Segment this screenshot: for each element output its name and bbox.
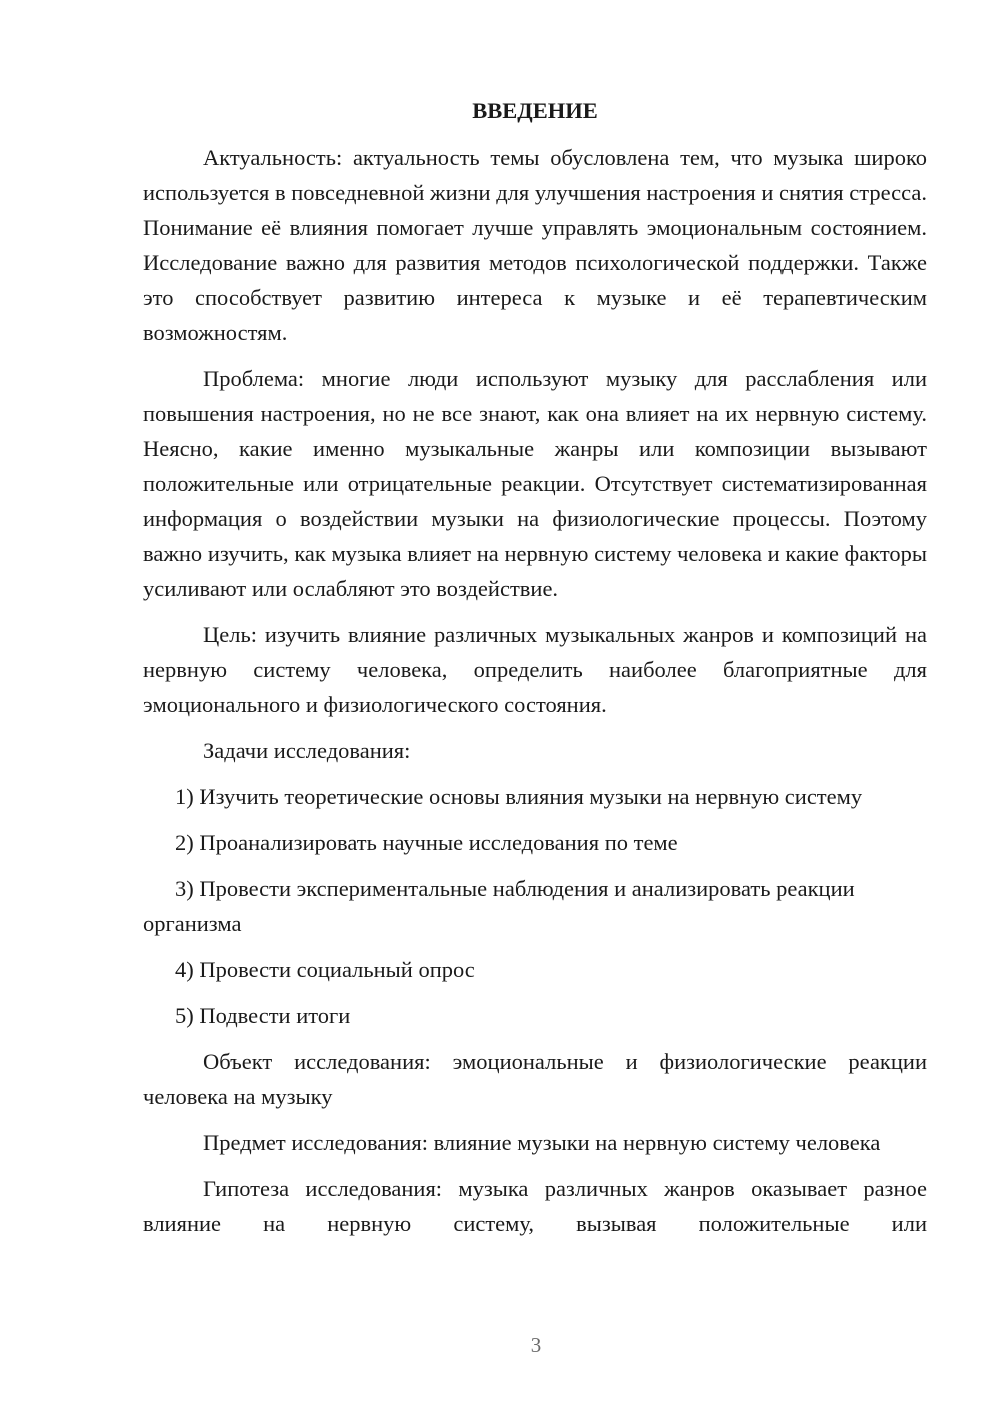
page-number: 3 [530, 1333, 542, 1357]
subject-paragraph: Предмет исследования: влияние музыки на нервную систему человека [203, 1130, 881, 1155]
task-item-3: 3) Провести экспериментальные наблюдения и анализировать реакции организма [143, 876, 855, 936]
problem-paragraph: Проблема: многие люди используют музыку для расслабления или повышения настроения, но не все знают, как она влияет на их нервную систему. Неясно, какие именно музыкальные жанры или композиции вызывают положительные или отрицательные реакции. Отсутствует систематизированная информация о воздействии музыки на физиологические процессы. Поэтому важно изучить, как музыка влияет на нервную систему человека и какие факторы усиливают или ослабляют это воздействие. [143, 366, 927, 601]
tasks-title: Задачи исследования: [203, 738, 411, 763]
task-item-1: 1) Изучить теоретические основы влияния музыки на нервную систему [175, 784, 863, 809]
object-paragraph: Объект исследования: эмоциональные и физиологические реакции человека на музыку [143, 1049, 927, 1109]
task-item-2: 2) Проанализировать научные исследования по теме [175, 830, 678, 855]
goal-paragraph: Цель: изучить влияние различных музыкальных жанров и композиций на нервную систему человека, определить наиболее благоприятные для эмоционального и физиологического состояния. [143, 622, 927, 717]
page-content [143, 94, 927, 1252]
hypothesis-paragraph: Гипотеза исследования: музыка различных жанров оказывает разное влияние на нервную систему, вызывая положительные или [143, 1176, 927, 1236]
task-item-5: 5) Подвести итоги [175, 1003, 351, 1028]
task-item-4: 4) Провести социальный опрос [175, 957, 475, 982]
section-heading: ВВЕДЕНИЕ [472, 98, 598, 123]
relevance-paragraph: Актуальность: актуальность темы обусловлена тем, что музыка широко используется в повседневной жизни для улучшения настроения и снятия стресса. Понимание её влияния помогает лучше управлять эмоциональным состоянием. Исследование важно для развития методов психологической поддержки. Также это способствует развитию интереса к музыке и её терапевтическим возможностям. [143, 145, 927, 345]
